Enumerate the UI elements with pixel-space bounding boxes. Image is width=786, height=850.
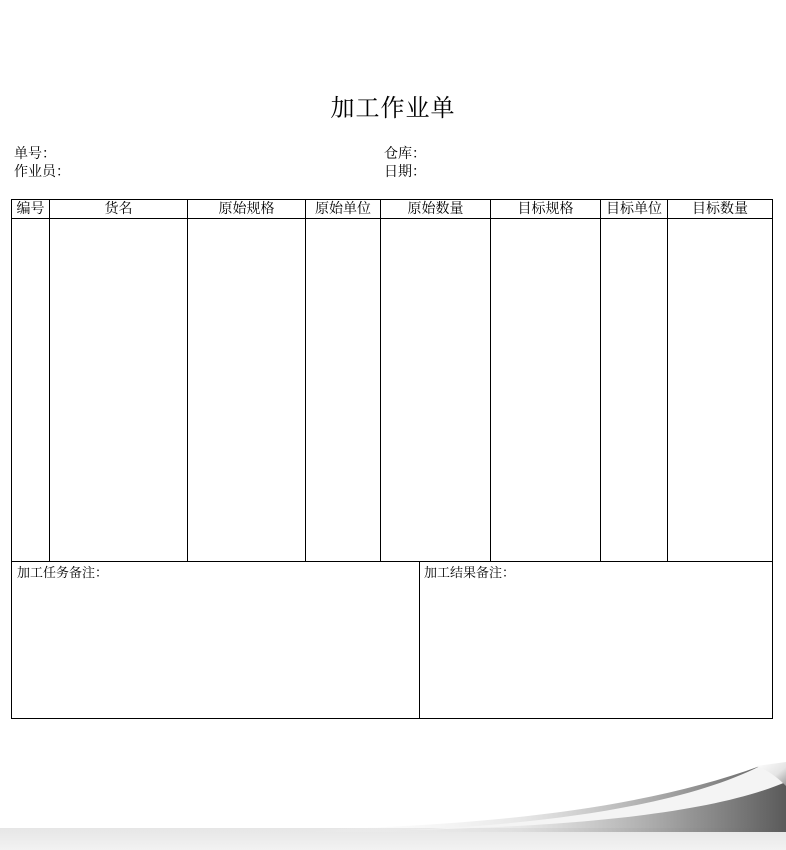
column-divider bbox=[187, 200, 188, 561]
date-label: 日期： bbox=[384, 164, 426, 180]
column-header-target-spec: 目标规格 bbox=[517, 201, 574, 217]
column-header-number: 编号 bbox=[16, 201, 45, 217]
column-header-original-qty: 原始数量 bbox=[407, 201, 464, 217]
page-curl-decoration bbox=[0, 740, 786, 850]
column-header-original-unit: 原始单位 bbox=[315, 201, 371, 217]
task-remarks-label: 加工任务备注： bbox=[17, 566, 109, 581]
column-header-goods-name: 货名 bbox=[104, 201, 133, 217]
column-header-target-qty: 目标数量 bbox=[692, 201, 748, 217]
column-divider bbox=[490, 200, 491, 561]
table-body-area bbox=[12, 219, 772, 561]
column-divider bbox=[49, 200, 50, 561]
operator-label: 作业员： bbox=[14, 164, 70, 180]
page-title: 加工作业单 bbox=[330, 94, 456, 122]
notes-section bbox=[12, 561, 772, 718]
column-divider bbox=[667, 200, 668, 561]
warehouse-label: 仓库： bbox=[384, 146, 426, 162]
processing-table bbox=[11, 199, 773, 719]
table-header-row bbox=[12, 200, 772, 219]
column-divider bbox=[600, 200, 601, 561]
order-number-label: 单号： bbox=[14, 146, 56, 162]
column-header-original-spec: 原始规格 bbox=[218, 201, 275, 217]
page-curl-graphic bbox=[0, 740, 786, 850]
result-remarks-label: 加工结果备注： bbox=[424, 566, 516, 581]
notes-divider bbox=[419, 562, 420, 719]
column-divider bbox=[380, 200, 381, 561]
column-divider bbox=[305, 200, 306, 561]
column-header-target-unit: 目标单位 bbox=[606, 201, 662, 217]
